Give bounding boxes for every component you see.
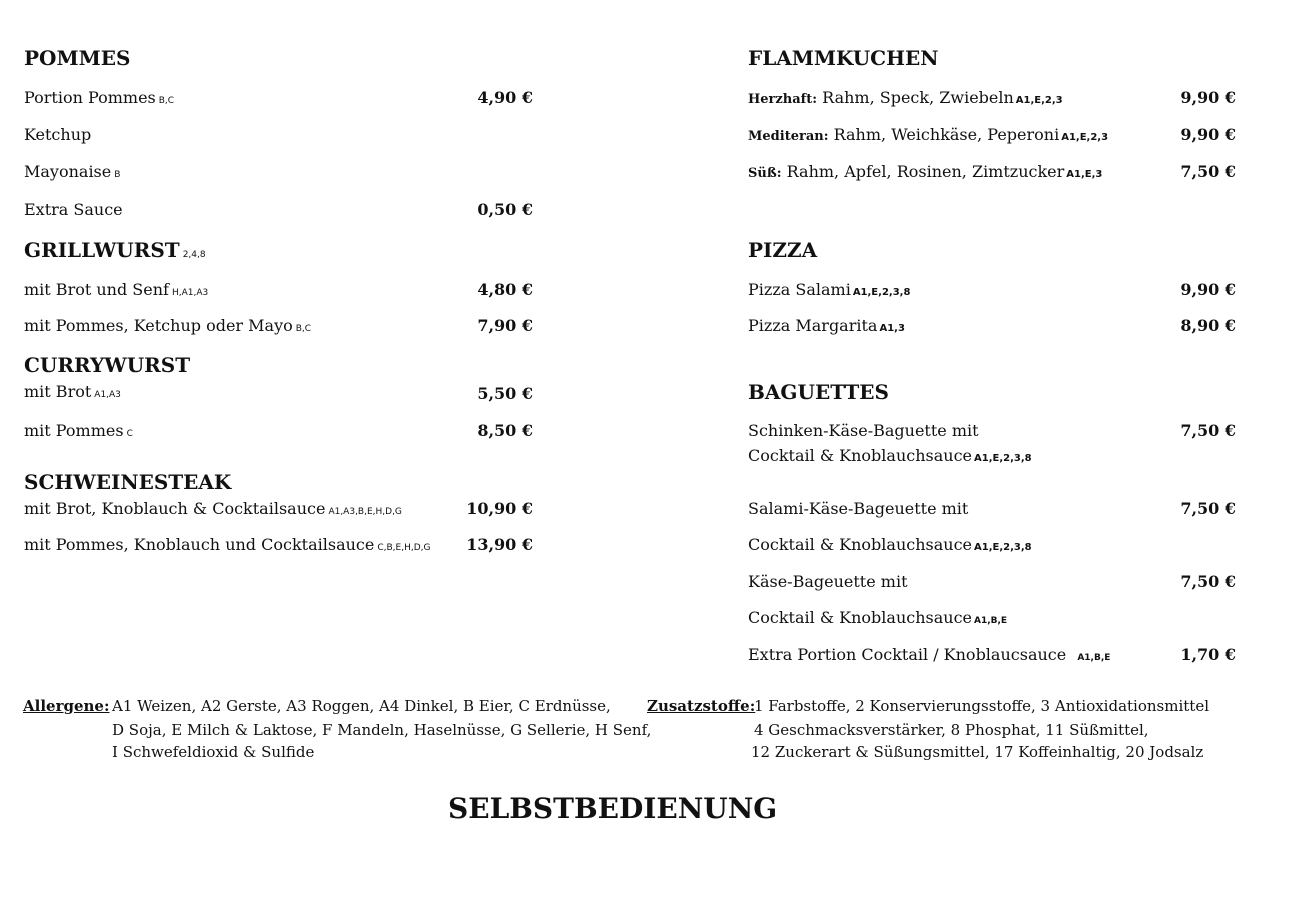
allergene-label: Allergene: [23, 697, 110, 715]
menu-item-price: 9,90 € [1180, 125, 1236, 144]
menu-item-name: Extra Sauce [24, 200, 123, 219]
menu-item-name: Salami-Käse-Bageuette mit [748, 499, 969, 518]
menu-item-name: Schinken-Käse-Baguette mit [748, 421, 979, 440]
menu-item-name: Herzhaft: Rahm, Speck, Zwiebeln A1,E,2,3 [748, 88, 1063, 107]
menu-item-name: Pizza Salami A1,E,2,3,8 [748, 280, 911, 299]
menu-item-price: 7,50 € [1180, 421, 1236, 440]
allergen-codes: A1,A3 [94, 390, 121, 400]
allergen-codes: B,C [295, 324, 312, 334]
menu-item-price: 13,90 € [466, 535, 533, 554]
allergen-codes: A1,B,E [1077, 653, 1111, 663]
menu-item-name: mit Brot A1,A3 [24, 382, 121, 401]
section-heading-baguettes: BAGUETTES [748, 380, 889, 404]
menu-item-price: 4,90 € [477, 88, 533, 107]
menu-item-price: 8,50 € [477, 421, 533, 440]
allergen-codes: A1,E,2,3,8 [974, 542, 1032, 553]
menu-item-desc: Cocktail & Knoblauchsauce A1,B,E [748, 608, 1008, 627]
self-service-notice: SELBSTBEDIENUNG [448, 792, 778, 825]
menu-item-price: 5,50 € [477, 384, 533, 403]
section-heading-currywurst: CURRYWURST [24, 353, 191, 377]
allergen-codes: C [126, 429, 133, 439]
menu-item-name: Extra Portion Cocktail / Knoblaucsauce A1,B,E [748, 645, 1111, 664]
menu-item-price: 10,90 € [466, 499, 533, 518]
section-heading-schweinesteak: SCHWEINESTEAK [24, 470, 232, 494]
zusatzstoffe-label: Zusatzstoffe: [647, 697, 756, 715]
menu-item-desc: Cocktail & Knoblauchsauce A1,E,2,3,8 [748, 446, 1032, 465]
allergen-codes: C,B,E,H,D,G [377, 543, 431, 553]
menu-item-price: 9,90 € [1180, 88, 1236, 107]
menu-item-price: 0,50 € [477, 200, 533, 219]
section-heading-flammkuchen: FLAMMKUCHEN [748, 46, 939, 70]
menu-item-name: Pizza Margarita A1,3 [748, 316, 905, 335]
allergen-codes: A1,3 [879, 323, 905, 334]
allergen-codes: A1,E,3 [1066, 169, 1103, 180]
menu-item-price: 4,80 € [477, 280, 533, 299]
menu-item-name: mit Brot, Knoblauch & Cocktailsauce A1,A3,B,E,H,D,G [24, 499, 402, 518]
zusatzstoffe-line: 12 Zuckerart & Süßungsmittel, 17 Koffeinhaltig, 20 Jodsalz [751, 743, 1204, 761]
menu-item-name: mit Pommes, Ketchup oder Mayo B,C [24, 316, 312, 335]
menu-item-name: Käse-Bageuette mit [748, 572, 908, 591]
menu-item-name: Portion Pommes B,C [24, 88, 175, 107]
menu-item-desc: Cocktail & Knoblauchsauce A1,E,2,3,8 [748, 535, 1032, 554]
menu-item-name: mit Brot und Senf H,A1,A3 [24, 280, 209, 299]
section-heading-pizza: PIZZA [748, 238, 818, 262]
menu-item-name: mit Pommes C [24, 421, 133, 440]
allergene-line: I Schwefeldioxid & Sulfide [112, 743, 315, 761]
allergen-codes: A1,E,2,3,8 [852, 287, 911, 298]
allergen-codes: A1,A3,B,E,H,D,G [328, 507, 402, 517]
section-heading-pommes: POMMES [24, 46, 131, 70]
menu-item-price: 8,90 € [1180, 316, 1236, 335]
allergen-codes: A1,B,E [974, 616, 1008, 626]
allergen-codes: A1,E,2,3 [1015, 95, 1063, 106]
menu-item-name: Süß: Rahm, Apfel, Rosinen, Zimtzucker A1,E,3 [748, 162, 1103, 181]
allergene-line: A1 Weizen, A2 Gerste, A3 Roggen, A4 Dinkel, B Eier, C Erdnüsse, [112, 697, 611, 715]
menu-item-price: 7,50 € [1180, 162, 1236, 181]
menu-item-price: 7,50 € [1180, 499, 1236, 518]
menu-item-price: 7,90 € [477, 316, 533, 335]
allergen-codes: H,A1,A3 [171, 288, 209, 298]
menu-item-price: 1,70 € [1180, 645, 1236, 664]
allergen-codes: B [114, 170, 121, 180]
zusatzstoffe-line: 4 Geschmacksverstärker, 8 Phosphat, 11 Süßmittel, [754, 721, 1149, 739]
additive-codes: 2,4,8 [182, 250, 206, 260]
menu-item-price: 9,90 € [1180, 280, 1236, 299]
allergen-codes: B,C [158, 96, 175, 106]
allergen-codes: A1,E,2,3 [1061, 132, 1109, 143]
section-heading-grillwurst: GRILLWURST 2,4,8 [24, 238, 206, 262]
allergen-codes: A1,E,2,3,8 [974, 453, 1032, 464]
menu-item-name: Mediteran: Rahm, Weichkäse, Peperoni A1,E,2,3 [748, 125, 1109, 144]
menu-item-name: Ketchup [24, 125, 92, 144]
allergene-line: D Soja, E Milch & Laktose, F Mandeln, Haselnüsse, G Sellerie, H Senf, [112, 721, 652, 739]
menu-item-name: mit Pommes, Knoblauch und Cocktailsauce C,B,E,H,D,G [24, 535, 431, 554]
menu-item-name: Mayonaise B [24, 162, 121, 181]
menu-item-price: 7,50 € [1180, 572, 1236, 591]
zusatzstoffe-line: 1 Farbstoffe, 2 Konservierungsstoffe, 3 Antioxidationsmittel [754, 697, 1209, 715]
